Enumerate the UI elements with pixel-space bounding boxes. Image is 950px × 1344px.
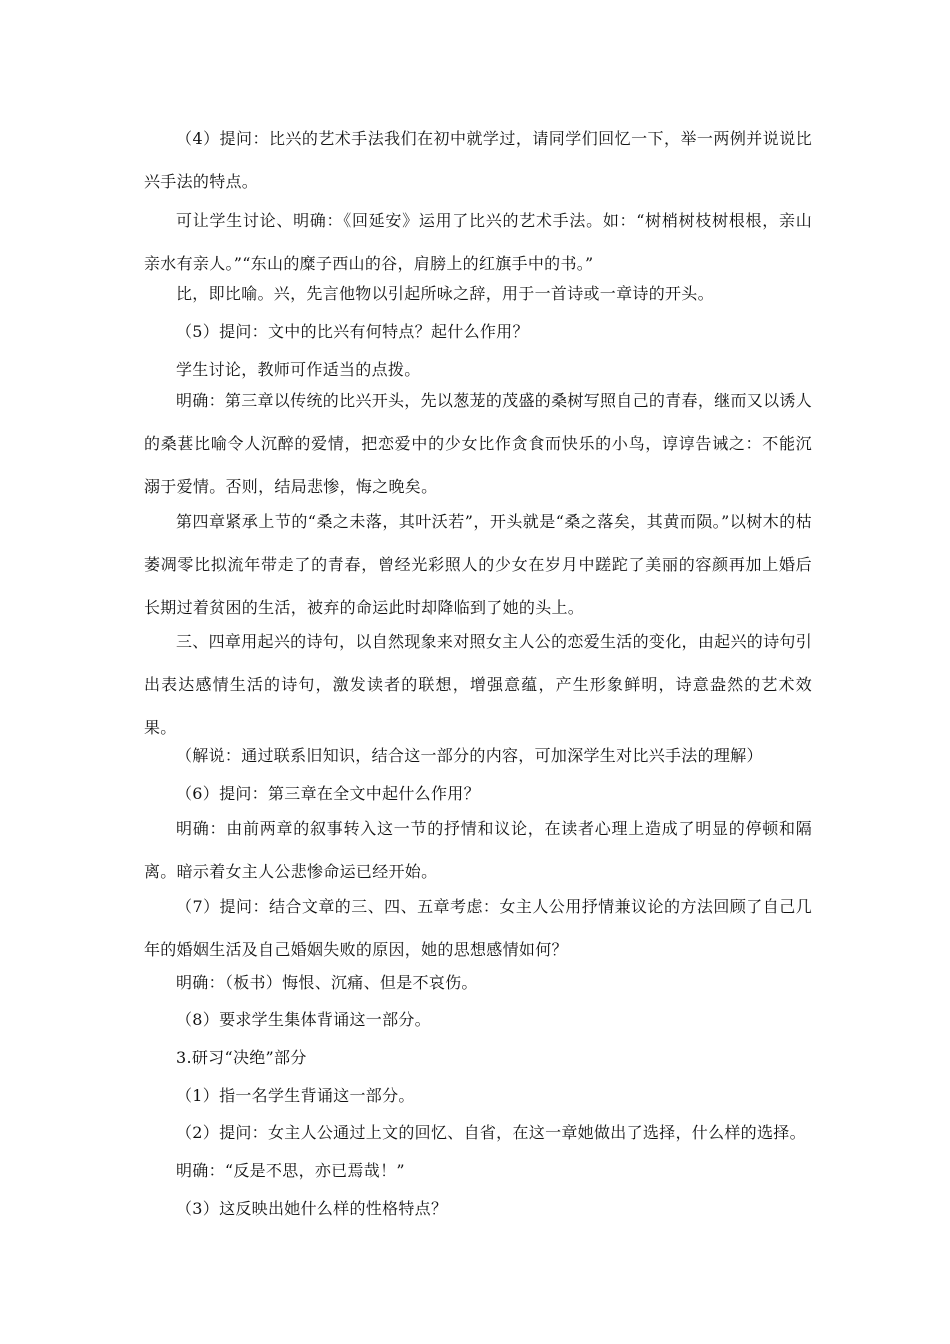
paragraph-question-5: （5）提问：文中的比兴有何特点？起什么作用？: [176, 322, 529, 341]
paragraph-step-3: （3）这反映出她什么样的性格特点？: [176, 1199, 448, 1218]
paragraph-student-discussion: 学生讨论，教师可作适当的点拨。: [176, 360, 421, 379]
paragraph-step-1: （1）指一名学生背诵这一部分。: [176, 1086, 415, 1105]
paragraph-commentary: （解说：通过联系旧知识，结合这一部分的内容，可加深学生对比兴手法的理解）: [176, 746, 763, 765]
paragraph-chapters-3-4: 三、四章用起兴的诗句，以自然现象来对照女主人公的恋爱生活的变化，由起兴的诗句引出表达感情生活的诗句，激发读者的联想，增强意蕴，产生形象鲜明，诗意盎然的艺术效果。: [144, 632, 812, 737]
paragraph-question-6: （6）提问：第三章在全文中起什么作用？: [176, 784, 480, 803]
paragraph-question-7: （7）提问：结合文章的三、四、五章考虑：女主人公用抒情兼议论的方法回顾了自己几年的婚姻生活及自己婚姻失败的原因，她的思想感情如何？: [144, 897, 812, 959]
paragraph-answer-6: 明确：由前两章的叙事转入这一节的抒情和议论，在读者心理上造成了明显的停顿和隔离。暗示着女主人公悲惨命运已经开始。: [144, 819, 812, 881]
paragraph-definition: 比，即比喻。兴，先言他物以引起所咏之辞，用于一首诗或一章诗的开头。: [176, 284, 714, 303]
section-heading-3: 3.研习“决绝”部分: [176, 1048, 307, 1067]
paragraph-step-2: （2）提问：女主人公通过上文的回忆、自省，在这一章她做出了选择，什么样的选择。: [176, 1123, 806, 1142]
paragraph-question-4: （4）提问：比兴的艺术手法我们在初中就学过，请同学们回忆一下，举一两例并说说比兴手法的特点。: [144, 129, 812, 191]
paragraph-discussion-example: 可让学生讨论、明确：《回延安》运用了比兴的艺术手法。如：“树梢树枝树根根，亲山亲水有亲人。”“东山的糜子西山的谷，肩膀上的红旗手中的书。”: [144, 211, 812, 273]
paragraph-answer-chapter-3: 明确：第三章以传统的比兴开头，先以葱茏的茂盛的桑树写照自己的青春，继而又以诱人的桑葚比喻令人沉醉的爱情，把恋爱中的少女比作贪食而快乐的小鸟，谆谆告诫之：不能沉溺于爱情。否则，结局悲惨，悔之晚矣。: [144, 391, 812, 496]
paragraph-question-8: （8）要求学生集体背诵这一部分。: [176, 1010, 431, 1029]
paragraph-answer-7: 明确：（板书）悔恨、沉痛、但是不哀伤。: [176, 973, 478, 992]
paragraph-chapter-4: 第四章紧承上节的“桑之未落，其叶沃若”，开头就是“桑之落矣，其黄而陨。”以树木的枯萎凋零比拟流年带走了的青春，曾经光彩照人的少女在岁月中蹉跎了美丽的容颜再加上婚后长期过着贫困的生活，被弃的命运此时却降临到了她的头上。: [144, 512, 812, 617]
paragraph-answer-step-2: 明确：“反是不思，亦已焉哉！”: [176, 1161, 405, 1180]
